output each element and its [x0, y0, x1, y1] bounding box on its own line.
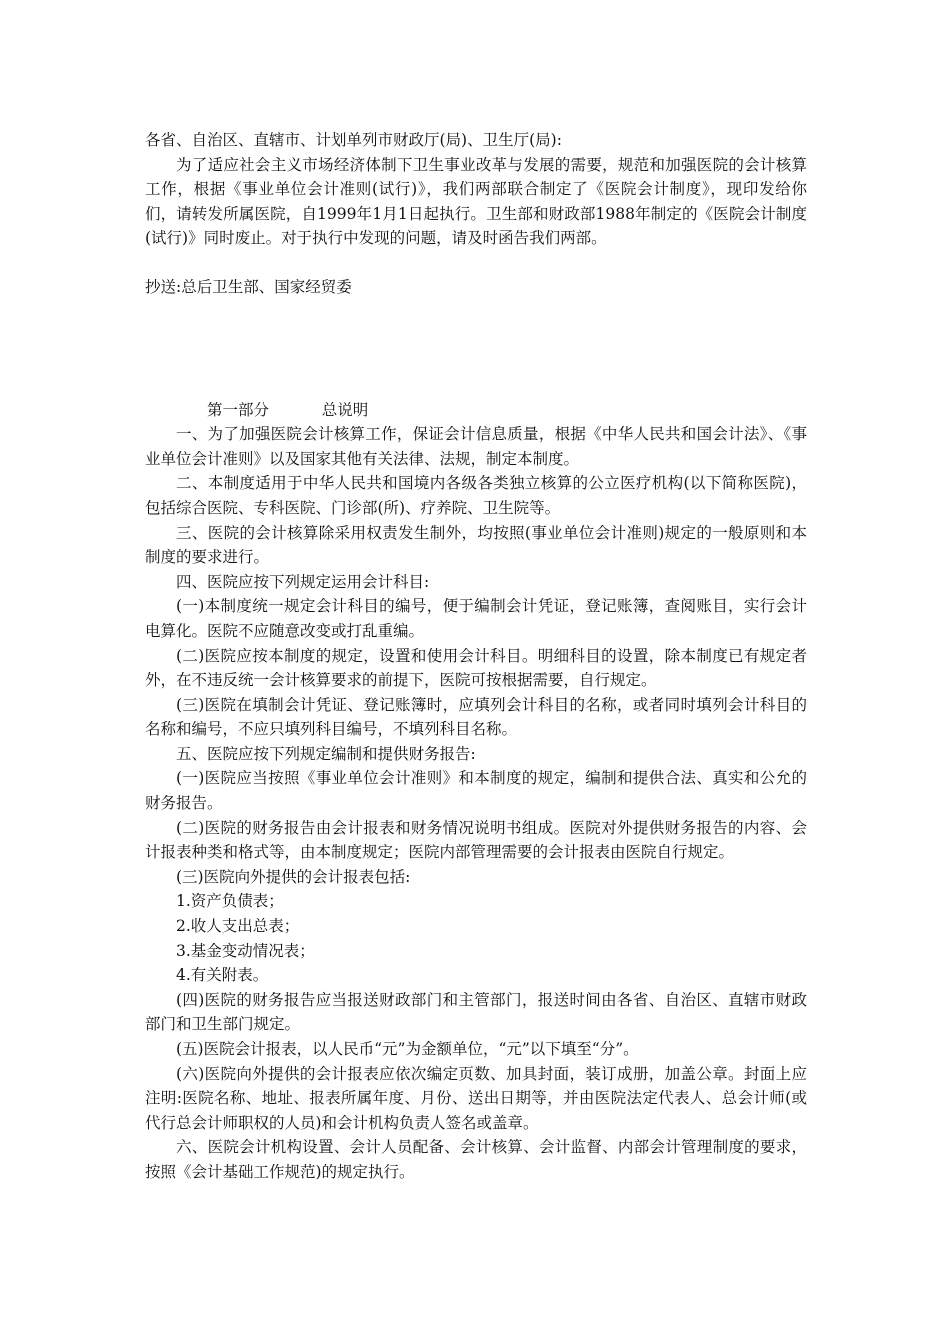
paragraph: 二、本制度适用于中华人民共和国境内各级各类独立核算的公立医疗机构(以下简称医院)，包括综合医院、专科医院、门诊部(所)、疗养院、卫生院等。 — [145, 474, 807, 517]
part-title: 第一部分 — [207, 400, 270, 419]
paragraph: (六)医院向外提供的会计报表应依次编定页数、加具封面，装订成册，加盖公章。封面上应注明:医院名称、地址、报表所属年度、月份、送出日期等，并由医院法定代表人、总会计师(或代行总会计师职权的人员)和会计机构负责人签名或盖章。 — [145, 1064, 807, 1132]
paragraph: (二)医院应按本制度的规定，设置和使用会计科目。明细科目的设置，除本制度已有规定者外，在不违反统一会计核算要求的前提下，医院可按根据需要，自行规定。 — [145, 646, 807, 690]
paragraph: 四、医院应按下列规定运用会计科目: — [176, 572, 430, 591]
part-subtitle: 总说明 — [321, 400, 369, 419]
part-heading — [145, 398, 807, 423]
intro-paragraph: 为了适应社会主义市场经济体制下卫生事业改革与发展的需要，规范和加强医院的会计核算工作，根据《事业单位会计准则(试行)》，我们两部联合制定了《医院会计制度》，现印发给你们，请转发所属医院，自1999年1月1日起执行。卫生部和财政部1988年制定的《医院会计制度(试行)》同时废止。对于执行中发现的问题，请及时函告我们两部。 — [145, 155, 807, 248]
paragraph: (二)医院的财务报告由会计报表和财务情况说明书组成。医院对外提供财务报告的内容、会计报表种类和格式等，由本制度规定；医院内部管理需要的会计报表由医院自行规定。 — [145, 818, 807, 862]
cc-line: 抄送:总后卫生部、国家经贸委 — [145, 277, 352, 296]
paragraph: 六、医院会计机构设置、会计人员配备、会计核算、会计监督、内部会计管理制度的要求，按照《会计基础工作规范)的规定执行。 — [145, 1138, 807, 1181]
list-item: 1.资产负债表； — [176, 892, 284, 911]
paragraph: (四)医院的财务报告应当报送财政部门和主管部门，报送时间由各省、自治区、直辖市财政部门和卫生部门规定。 — [145, 990, 807, 1034]
list-item: 4.有关附表。 — [176, 966, 269, 985]
paragraph: 五、医院应按下列规定编制和提供财务报告: — [176, 744, 476, 763]
paragraph: 一、为了加强医院会计核算工作，保证会计信息质量，根据《中华人民共和国会计法》、《事业单位会计准则》以及国家其他有关法律、法规，制定本制度。 — [145, 425, 807, 468]
addressee: 各省、自治区、直辖市、计划单列市财政厅(局)、卫生厅(局): — [145, 131, 562, 149]
list-item: 3.基金变动情况表； — [176, 941, 315, 960]
paragraph: (五)医院会计报表，以人民币“元”为金额单位，“元”以下填至“分”。 — [176, 1040, 639, 1058]
paragraph: (三)医院向外提供的会计报表包括: — [176, 867, 411, 886]
list-item: 2.收人支出总表； — [176, 917, 300, 936]
document-page — [145, 128, 807, 1185]
paragraph: 三、医院的会计核算除采用权责发生制外，均按照(事业单位会计准则)规定的一般原则和本制度的要求进行。 — [145, 523, 807, 567]
paragraph: (三)医院在填制会计凭证、登记账簿时，应填列会计科目的名称，或者同时填列会计科目的名称和编号，不应只填列科目编号，不填列科目名称。 — [145, 695, 807, 739]
paragraph: (一)本制度统一规定会计科目的编号，便于编制会计凭证，登记账簿，查阅账目，实行会计电算化。医院不应随意改变或打乱重编。 — [145, 597, 807, 640]
paragraph: (一)医院应当按照《事业单位会计准则》和本制度的规定，编制和提供合法、真实和公允的财务报告。 — [145, 769, 807, 813]
